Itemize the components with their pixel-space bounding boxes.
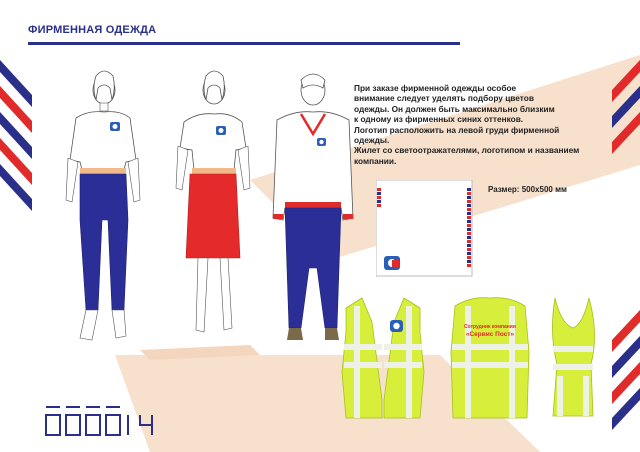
logo-icon	[317, 138, 326, 146]
vest-back-text-line1: Сотрудник компании	[464, 324, 516, 330]
description-line: к одному из фирменных синих оттенков.	[354, 114, 524, 125]
vest-side	[545, 294, 601, 418]
vest-back	[447, 292, 533, 420]
page-title: ФИРМЕННАЯ ОДЕЖДА	[28, 24, 157, 36]
description-line: одежды.	[354, 135, 390, 146]
page-number	[44, 405, 174, 442]
logo-icon	[384, 256, 400, 270]
logo-icon	[216, 126, 226, 135]
description-line: При заказе фирменной одежды особое	[354, 83, 517, 93]
vest-back-text-line2: «Сервис Пост»	[465, 331, 515, 338]
logo-icon	[390, 320, 403, 332]
size-label: Размер: 500x500 мм	[488, 185, 567, 194]
figure-woman-skirt	[168, 70, 258, 360]
header-divider	[28, 42, 460, 45]
figure-woman-trousers	[58, 70, 148, 360]
description-line: Жилет со светоотражателями, логотипом и названием	[354, 145, 580, 156]
description-line: компании.	[354, 155, 397, 166]
flag-sample	[376, 180, 476, 280]
logo-icon	[110, 122, 120, 131]
left-stripes	[0, 60, 32, 211]
description-line: Логотип расположить на левой груди фирменной	[354, 124, 560, 135]
description-line: внимание следует уделять подбору цветов	[354, 93, 534, 104]
description-line: одежды. Он должен быть максимально близким	[354, 103, 555, 114]
vest-front	[338, 292, 428, 420]
description-text	[354, 83, 614, 166]
flag-left-stripes	[377, 188, 381, 207]
